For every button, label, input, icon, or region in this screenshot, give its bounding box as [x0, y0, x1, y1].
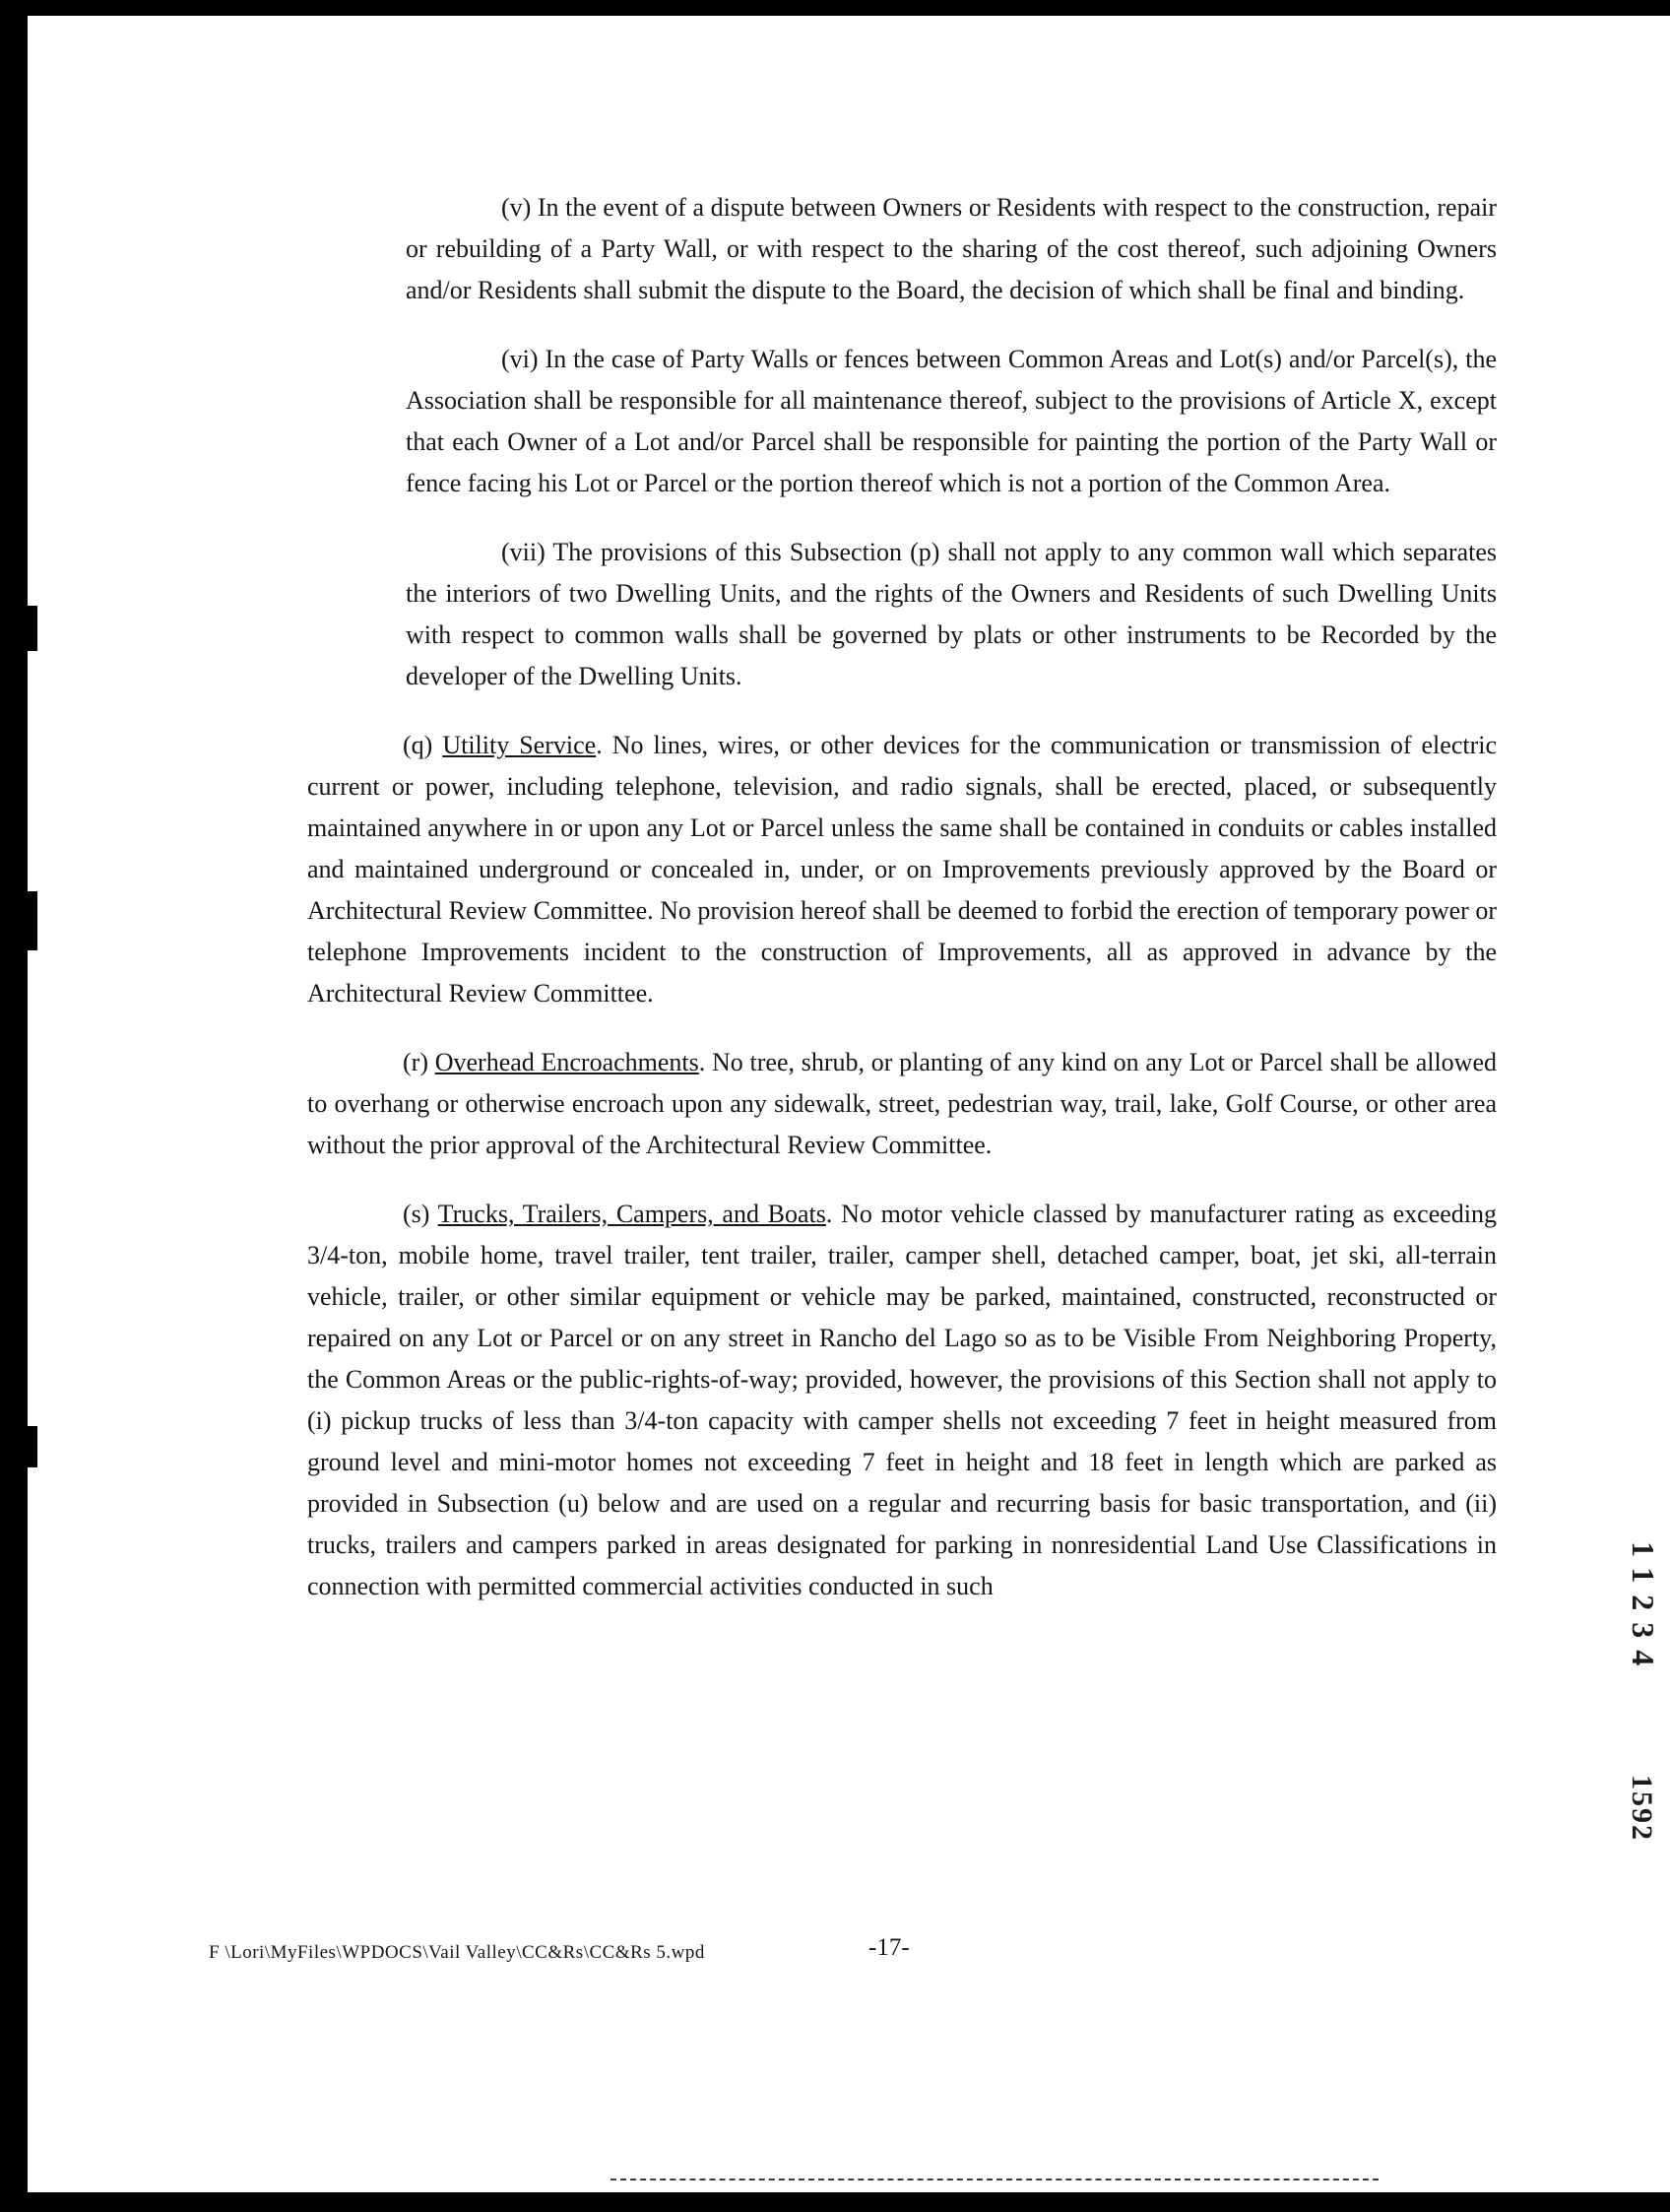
scan-artifact-blot	[0, 606, 37, 651]
paragraph-s-trucks-trailers-campers-boats	[307, 1194, 1497, 1607]
paragraph-text: The provisions of this Subsection (p) shall not apply to any common wall which separates the interiors of two Dwelling Units, and the rights of the Owners and Residents of such Dwelling Units with respect to common walls shall be governed by plats or other instruments to be Recorded by the developer of the Dwelling Units.	[406, 538, 1497, 690]
paragraph-label: (vii)	[501, 538, 553, 566]
paragraph-vii	[406, 532, 1497, 697]
paragraph-q-utility-service	[307, 725, 1497, 1014]
paragraph-heading: Trucks, Trailers, Campers, and Boats	[437, 1200, 826, 1228]
paragraph-label: (s)	[403, 1200, 438, 1228]
paragraph-text: In the case of Party Walls or fences between Common Areas and Lot(s) and/or Parcel(s), the Association shall be responsible for all maintenance thereof, subject to the provisions of Article X, except that each Owner of a Lot and/or Parcel shall be responsible for painting the portion of the Party Wall or fence facing his Lot or Parcel or the portion thereof which is not a portion of the Common Area.	[406, 345, 1497, 497]
paragraph-label: (vi)	[501, 345, 546, 373]
scan-artifact-left-bar	[0, 0, 28, 2212]
paragraph-text: . No tree, shrub, or planting of any kind on any Lot or Parcel shall be allowed to overhang or otherwise encroach upon any sidewalk, street, pedestrian way, trail, lake, Golf Course, or other area without the prior approval of the Architectural Review Committee.	[307, 1048, 1497, 1159]
scan-artifact-bottom-bar	[0, 2192, 1670, 2212]
scan-artifact-top-bar	[0, 0, 1670, 16]
scan-artifact-blot	[0, 1426, 37, 1467]
scan-artifact-dashed-line	[610, 2179, 1379, 2180]
footer-file-path: F \Lori\MyFiles\WPDOCS\Vail Valley\CC&Rs\CC&Rs 5.wpd	[209, 1942, 705, 1963]
paragraph-text: . No motor vehicle classed by manufacturer rating as exceeding 3/4-ton, mobile home, travel trailer, tent trailer, trailer, camper shell, detached camper, boat, jet ski, all-terrain vehicle, trailer, or other similar equipment or vehicle may be parked, maintained, constructed, reconstructed or repaired on any Lot or Parcel or on any street in Rancho del Lago so as to be Visible From Neighboring Property, the Common Areas or the public-rights-of-way; provided, however, the provisions of this Section shall not apply to (i) pickup trucks of less than 3/4-ton capacity with camper shells not exceeding 7 feet in height measured from ground level and mini-motor homes not exceeding 7 feet in height and 18 feet in length which are parked as provided in Subsection (u) below and are used on a regular and recurring basis for basic transportation, and (ii) trucks, trailers and campers parked in areas designated for parking in nonresidential Land Use Classifications in connection with permitted commercial activities conducted in such	[307, 1200, 1497, 1600]
paragraph-v	[406, 187, 1497, 311]
paragraph-text: . No lines, wires, or other devices for the communication or transmission of electric current or power, including telephone, television, and radio signals, shall be erected, placed, or subsequently maintained anywhere in or upon any Lot or Parcel unless the same shall be contained in conduits or cables installed and maintained underground or concealed in, under, or on Improvements previously approved by the Board or Architectural Review Committee. No provision hereof shall be deemed to forbid the erection of temporary power or telephone Improvements incident to the construction of Improvements, all as approved in advance by the Architectural Review Committee.	[307, 731, 1497, 1008]
scan-artifact-blot	[0, 891, 37, 950]
paragraph-vi	[406, 339, 1497, 504]
paragraph-label: (r)	[403, 1048, 435, 1076]
paragraph-text: In the event of a dispute between Owners or Residents with respect to the construction, repair or rebuilding of a Party Wall, or with respect to the sharing of the cost thereof, such adjoining Owners and/or Residents shall submit the dispute to the Board, the decision of which shall be final and binding.	[406, 193, 1497, 304]
paragraph-heading: Overhead Encroachments	[434, 1048, 699, 1076]
margin-stamp-digits-1: 11234	[1626, 1541, 1661, 1678]
page-number: -17-	[868, 1934, 910, 1961]
paragraph-heading: Utility Service	[442, 731, 597, 759]
paragraph-r-overhead-encroachments	[307, 1042, 1497, 1166]
document-body	[307, 187, 1497, 1607]
margin-stamp-digits-2: 1592	[1626, 1775, 1658, 1842]
paragraph-label: (v)	[501, 193, 538, 222]
paragraph-label: (q)	[403, 731, 443, 759]
